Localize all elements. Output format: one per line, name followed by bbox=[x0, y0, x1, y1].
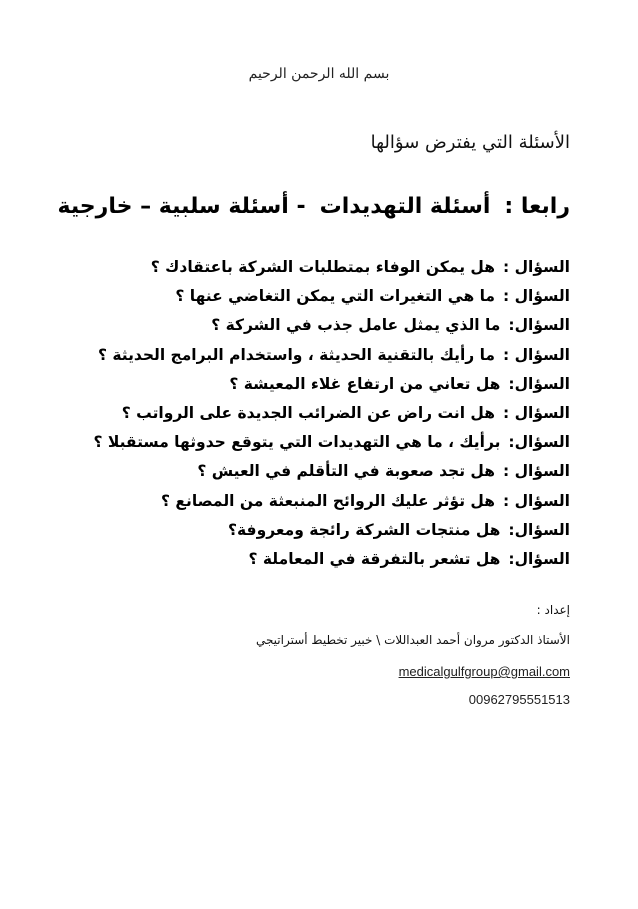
question-item bbox=[50, 521, 570, 550]
prepared-by-label: إعداد : bbox=[536, 603, 570, 617]
question-label: السؤال : bbox=[503, 462, 570, 481]
question-text: ما رأيك بالتقنية الحديثة ، واستخدام البرامج الحديثة ؟ bbox=[97, 345, 496, 364]
heading-part-3: - أسئلة سلبية – خارجية bbox=[57, 194, 306, 219]
question-item bbox=[50, 492, 570, 521]
question-item bbox=[50, 550, 570, 579]
question-text: هل يمكن الوفاء بمتطلبات الشركة باعتقادك ؟ bbox=[150, 258, 496, 276]
question-text: ما الذي يمثل عامل جذب في الشركة ؟ bbox=[211, 316, 501, 335]
author-line: الأستاذ الدكتور مروان أحمد العبداللات \ خبير تخطيط أستراتيجي bbox=[255, 633, 570, 647]
question-label: السؤال: bbox=[508, 549, 570, 568]
question-label: السؤال: bbox=[508, 374, 570, 393]
phone-number: 00962795551513 bbox=[468, 692, 570, 707]
question-label: السؤال : bbox=[503, 345, 570, 364]
questions-list bbox=[50, 258, 570, 579]
question-label: السؤال: bbox=[508, 433, 570, 452]
question-item bbox=[50, 433, 570, 462]
question-label: السؤال : bbox=[503, 287, 570, 306]
question-label: السؤال: bbox=[508, 316, 570, 335]
question-text: هل تشعر بالتفرقة في المعاملة ؟ bbox=[248, 549, 501, 568]
question-item bbox=[50, 404, 570, 433]
question-item bbox=[50, 346, 570, 375]
question-text: برأيك ، ما هي التهديدات التي يتوقع حدوثها مستقبلا ؟ bbox=[93, 433, 501, 452]
question-item bbox=[50, 316, 570, 345]
question-text: هل تجد صعوبة في التأقلم في العيش ؟ bbox=[197, 462, 496, 481]
question-item bbox=[50, 287, 570, 316]
basmala: بسم الله الرحمن الرحيم bbox=[248, 66, 390, 82]
question-item bbox=[50, 462, 570, 491]
question-text: هل انت راض عن الضرائب الجديدة على الرواتب ؟ bbox=[121, 403, 496, 422]
question-label: السؤال: bbox=[508, 520, 570, 539]
question-text: هل تؤثر عليك الروائح المنبعثة من المصانع ؟ bbox=[161, 491, 496, 510]
question-text: هل تعاني من ارتفاع غلاء المعيشة ؟ bbox=[229, 374, 501, 393]
page-subtitle: الأسئلة التي يفترض سؤالها bbox=[370, 132, 570, 153]
heading-part-2: أسئلة التهديدات bbox=[319, 194, 491, 219]
question-label: السؤال : bbox=[503, 403, 570, 422]
question-label: السؤال : bbox=[503, 258, 570, 276]
question-text: هل منتجات الشركة رائجة ومعروفة؟ bbox=[228, 520, 501, 539]
section-heading bbox=[57, 194, 570, 219]
question-text: ما هي التغيرات التي يمكن التغاضي عنها ؟ bbox=[175, 287, 496, 306]
question-label: السؤال : bbox=[503, 491, 570, 510]
question-item bbox=[50, 258, 570, 287]
heading-part-1: رابعا : bbox=[504, 194, 570, 219]
question-item bbox=[50, 375, 570, 404]
email-link[interactable]: medicalgulfgroup@gmail.com bbox=[398, 664, 570, 679]
